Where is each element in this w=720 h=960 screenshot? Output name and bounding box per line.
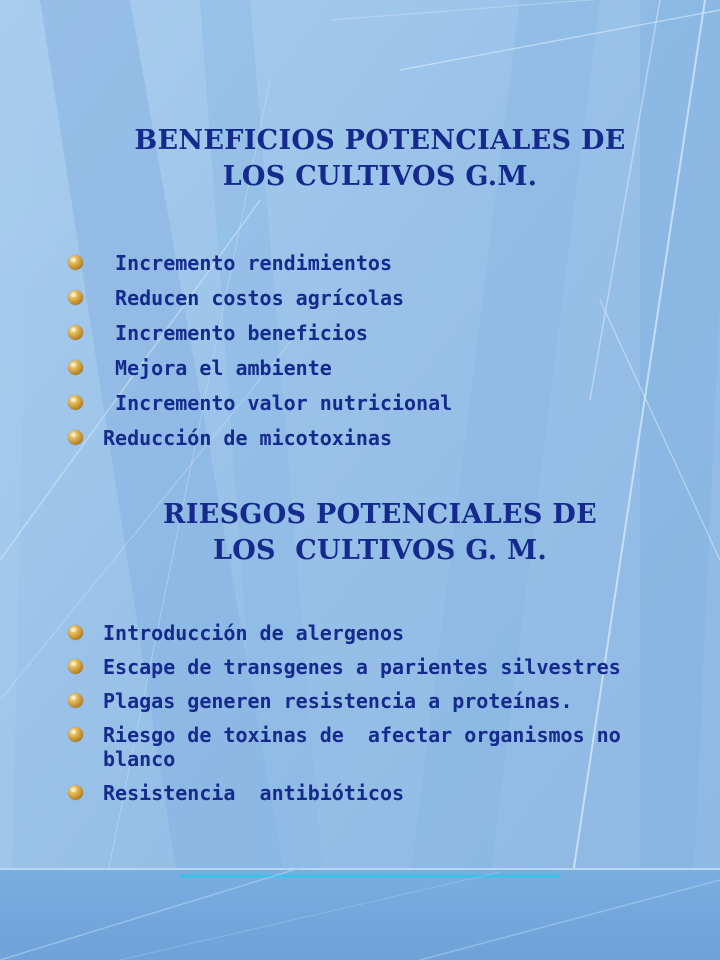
benefits-heading-line1: BENEFICIOS POTENCIALES DE — [134, 125, 626, 156]
list-item-text: Riesgo de toxinas de afectar organismos no blanco — [103, 723, 633, 771]
bullet-icon — [68, 727, 83, 742]
list-item — [0, 689, 720, 713]
list-item — [0, 781, 720, 805]
bullet-icon — [68, 430, 83, 445]
risks-list — [0, 621, 720, 815]
list-item — [0, 426, 720, 461]
bullet-icon — [68, 255, 83, 270]
list-item-text: Plagas generen resistencia a proteínas. — [103, 689, 573, 713]
list-item-text: Escape de transgenes a parientes silvestres — [103, 655, 621, 679]
risks-heading-line2: LOS CULTIVOS G. M. — [212, 535, 548, 566]
list-item-text: Introducción de alergenos — [103, 621, 405, 645]
risks-heading — [60, 497, 700, 569]
list-item-text: Mejora el ambiente — [103, 356, 332, 380]
bullet-icon — [68, 360, 83, 375]
list-item-text: Reducción de micotoxinas — [103, 426, 392, 450]
list-item — [0, 723, 720, 771]
bullet-icon — [68, 625, 83, 640]
benefits-heading — [60, 123, 700, 195]
list-item-text: Reducen costos agrícolas — [103, 286, 405, 310]
list-item-text: Incremento rendimientos — [103, 251, 392, 275]
list-item — [0, 356, 720, 391]
benefits-list — [0, 251, 720, 461]
list-item — [0, 391, 720, 426]
list-item — [0, 321, 720, 356]
list-item — [0, 621, 720, 645]
bullet-icon — [68, 693, 83, 708]
bullet-icon — [68, 290, 83, 305]
list-item-text: Incremento valor nutricional — [103, 391, 453, 415]
list-item — [0, 286, 720, 321]
list-item-text: Incremento beneficios — [103, 321, 368, 345]
list-item — [0, 655, 720, 679]
bullet-icon — [68, 659, 83, 674]
list-item — [0, 251, 720, 286]
list-item-text: Resistencia antibióticos — [103, 781, 405, 805]
benefits-heading-line2: LOS CULTIVOS G.M. — [222, 161, 538, 192]
bullet-icon — [68, 785, 83, 800]
risks-heading-line1: RIESGOS POTENCIALES DE — [163, 499, 597, 530]
bullet-icon — [68, 325, 83, 340]
bullet-icon — [68, 395, 83, 410]
